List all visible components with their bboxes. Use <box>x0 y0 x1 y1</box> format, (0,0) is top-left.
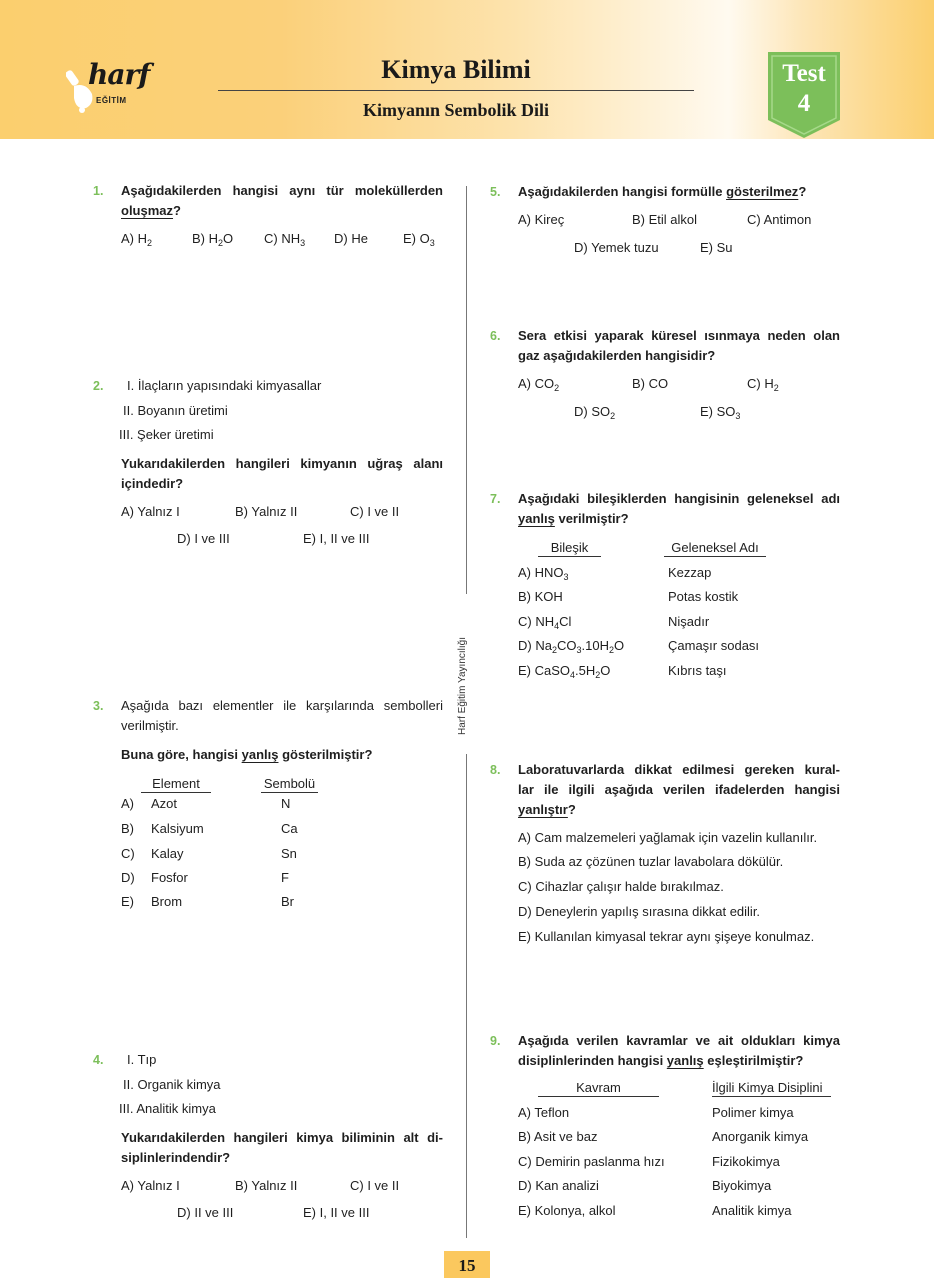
row-element: Fosfor <box>151 870 188 885</box>
row-traditional-name: Kezzap <box>668 565 712 580</box>
column-header-concept: Kavram <box>538 1080 659 1097</box>
question-number: 7. <box>490 492 501 506</box>
statement-2: II. Organik kimya <box>123 1077 221 1092</box>
statement-3: III. Şeker üretimi <box>119 427 214 442</box>
question-intro: Aşağıda bazı elementler ile karşılarında sembolleri verilmiştir. <box>121 698 443 733</box>
question-number: 8. <box>490 763 501 777</box>
header-banner <box>0 0 934 139</box>
test-badge <box>768 52 840 138</box>
statement-3: III. Analitik kimya <box>119 1101 216 1116</box>
row-element: Kalsiyum <box>151 821 204 836</box>
row-symbol: N <box>281 796 291 811</box>
option-b[interactable]: B) Yalnız II <box>235 1178 298 1193</box>
option-c[interactable]: C) $H_2$ <box>747 376 779 393</box>
question-stem: Aşağıdakilerden hangisi aynı tür moleküllerden <box>121 183 443 198</box>
option-c[interactable]: C) I ve II <box>350 1178 400 1193</box>
row-element: Brom <box>151 894 183 909</box>
column-header-compound: Bileşik <box>538 540 601 557</box>
question-stem: Buna göre, hangisi yanlış gösterilmiştir? <box>121 747 373 762</box>
option-d[interactable]: D) I ve III <box>177 531 230 546</box>
emphasis-text: gösterilmez <box>726 184 799 199</box>
row-formula: C) $NH_4Cl$ <box>518 614 572 631</box>
option-e[interactable]: E) Kullanılan kimyasal tekrar aynı şişeye konulmaz. <box>518 929 815 944</box>
option-e[interactable]: E) I, II ve III <box>303 531 370 546</box>
column-header-traditional-name: Geleneksel Adı <box>664 540 766 557</box>
option-e[interactable]: E) I, II ve III <box>303 1205 370 1220</box>
emphasis-text: oluşmaz <box>121 203 174 218</box>
column-header-element: Element <box>141 776 211 793</box>
row-traditional-name: Çamaşır sodası <box>668 638 760 653</box>
row-traditional-name: Nişadır <box>668 614 710 629</box>
row-discipline: Analitik kimya <box>712 1203 792 1218</box>
option-c[interactable]: C) $NH_3$ <box>264 231 306 248</box>
question-number: 5. <box>490 185 501 199</box>
row-symbol: F <box>281 870 289 885</box>
row-letter: A) <box>121 796 134 811</box>
option-b[interactable]: B) $H_2O$ <box>192 231 234 248</box>
page-title: Kimya Bilimi <box>381 55 531 84</box>
column-divider-top <box>466 186 467 594</box>
option-d[interactable]: D) Yemek tuzu <box>574 240 659 255</box>
emphasis-text: yanlış <box>666 1053 704 1068</box>
question-stem: Aşağıdaki bileşiklerden hangisinin geleneksel adı yanlış verilmiştir? <box>518 491 840 526</box>
row-traditional-name: Kıbrıs taşı <box>668 663 727 678</box>
option-d[interactable]: D) He <box>334 231 368 246</box>
row-symbol: Br <box>281 894 294 909</box>
option-d[interactable]: D) Deneylerin yapılış sırasına dikkat edilir. <box>518 904 761 919</box>
option-a[interactable]: A) $CO_2$ <box>518 376 560 393</box>
question-number: 1. <box>93 184 104 198</box>
question-number: 2. <box>93 379 104 393</box>
question-stem-cont: disiplinlerinden hangisi yanlış eşleştirilmiştir? <box>518 1053 804 1068</box>
option-c[interactable]: C) Cihazlar çalışır halde bırakılmaz. <box>518 879 724 894</box>
question-number: 6. <box>490 329 501 343</box>
column-divider-bottom <box>466 754 467 1238</box>
option-a[interactable]: A) Yalnız I <box>121 504 180 519</box>
question-stem: Aşağıda verilen kavramlar ve ait oldukları kimya <box>518 1033 840 1048</box>
option-d[interactable]: D) II ve III <box>177 1205 234 1220</box>
row-letter: D) <box>121 870 135 885</box>
row-concept: D) Kan analizi <box>518 1178 599 1193</box>
row-formula: A) $HNO_3$ <box>518 565 569 582</box>
option-e[interactable]: E) $O_3$ <box>403 231 435 248</box>
row-symbol: Ca <box>281 821 298 836</box>
question-stem-cont <box>121 201 181 221</box>
row-formula: B) KOH <box>518 589 563 604</box>
question-stem-cont: lar ile ilgili aşağıda verilen ifadelerden hangisi <box>518 782 840 797</box>
option-b[interactable]: B) Suda az çözünen tuzlar lavabolara dökülür. <box>518 854 784 869</box>
row-formula: E) $CaSO_4.5H_2O$ <box>518 663 611 680</box>
option-e[interactable]: E) $SO_3$ <box>700 404 741 421</box>
option-a[interactable]: A) Cam malzemeleri yağlamak için vazelin kullanılır. <box>518 830 818 845</box>
question-number: 4. <box>93 1053 104 1067</box>
option-b[interactable]: B) CO <box>632 376 669 391</box>
statement-1: I. İlaçların yapısındaki kimyasallar <box>127 378 322 393</box>
option-b[interactable]: B) Yalnız II <box>235 504 298 519</box>
emphasis-text: yanlış <box>241 747 279 762</box>
page-subtitle: Kimyanın Sembolik Dili <box>362 100 550 120</box>
question-number: 3. <box>93 699 104 713</box>
row-concept: A) Teflon <box>518 1105 570 1120</box>
column-header-symbol: Sembolü <box>261 776 318 793</box>
column-header-discipline: İlgili Kimya Disiplini <box>712 1080 831 1097</box>
row-discipline: Fizikokimya <box>712 1154 780 1169</box>
question-mark: ? <box>173 203 181 218</box>
question-stem-end: yanlıştır? <box>518 802 576 817</box>
publisher-logo <box>66 58 166 118</box>
option-e[interactable]: E) Su <box>700 240 733 255</box>
option-a[interactable]: A) $H_2$ <box>121 231 153 248</box>
row-discipline: Anorganik kimya <box>712 1129 809 1144</box>
question-stem: Aşağıdakilerden hangisi formülle gösterilmez? <box>518 184 807 199</box>
question-number: 9. <box>490 1034 501 1048</box>
row-element: Azot <box>151 796 178 811</box>
question-stem-cont: siplinlerindendir? <box>121 1150 231 1165</box>
row-element: Kalay <box>151 846 184 861</box>
option-a[interactable]: A) Kireç <box>518 212 565 227</box>
row-discipline: Biyokimya <box>712 1178 772 1193</box>
row-formula: D) $Na_2CO_3.10H_2O$ <box>518 638 625 655</box>
logo-subtext: EĞİTİM <box>96 96 127 105</box>
option-a[interactable]: A) Yalnız I <box>121 1178 180 1193</box>
question-stem: Yukarıdakilerden hangileri kimyanın uğraş alanı içindedir? <box>121 456 443 491</box>
side-publisher-text: Harf Eğitim Yayıncılığı <box>457 637 468 735</box>
question-stem: Sera etkisi yaparak küresel ısınmaya neden olan gaz aşağıdakilerden hangisidir? <box>518 328 840 363</box>
question-stem: Yukarıdakilerden hangileri kimya biliminin alt di- <box>121 1130 443 1145</box>
title-rule <box>218 90 694 91</box>
badge-number: 4 <box>797 90 811 117</box>
option-d[interactable]: D) $SO_2$ <box>574 404 616 421</box>
option-c[interactable]: C) Antimon <box>747 212 812 227</box>
option-c[interactable]: C) I ve II <box>350 504 400 519</box>
row-concept: B) Asit ve baz <box>518 1129 598 1144</box>
row-traditional-name: Potas kostik <box>668 589 739 604</box>
emphasis-text: yanlıştır <box>518 802 568 817</box>
row-symbol: Sn <box>281 846 297 861</box>
row-letter: E) <box>121 894 134 909</box>
badge-label: Test <box>782 60 826 87</box>
logo-text: harf <box>88 58 150 91</box>
row-discipline: Polimer kimya <box>712 1105 794 1120</box>
statement-1: I. Tıp <box>127 1052 157 1067</box>
row-letter: B) <box>121 821 134 836</box>
page-number: 15 <box>444 1251 490 1278</box>
emphasis-text: yanlış <box>518 511 555 526</box>
option-b[interactable]: B) Etil alkol <box>632 212 698 227</box>
row-concept: E) Kolonya, alkol <box>518 1203 616 1218</box>
statement-2: II. Boyanın üretimi <box>123 403 228 418</box>
row-letter: C) <box>121 846 135 861</box>
row-concept: C) Demirin paslanma hızı <box>518 1154 665 1169</box>
question-stem: Laboratuvarlarda dikkat edilmesi gereken kural- <box>518 762 840 777</box>
